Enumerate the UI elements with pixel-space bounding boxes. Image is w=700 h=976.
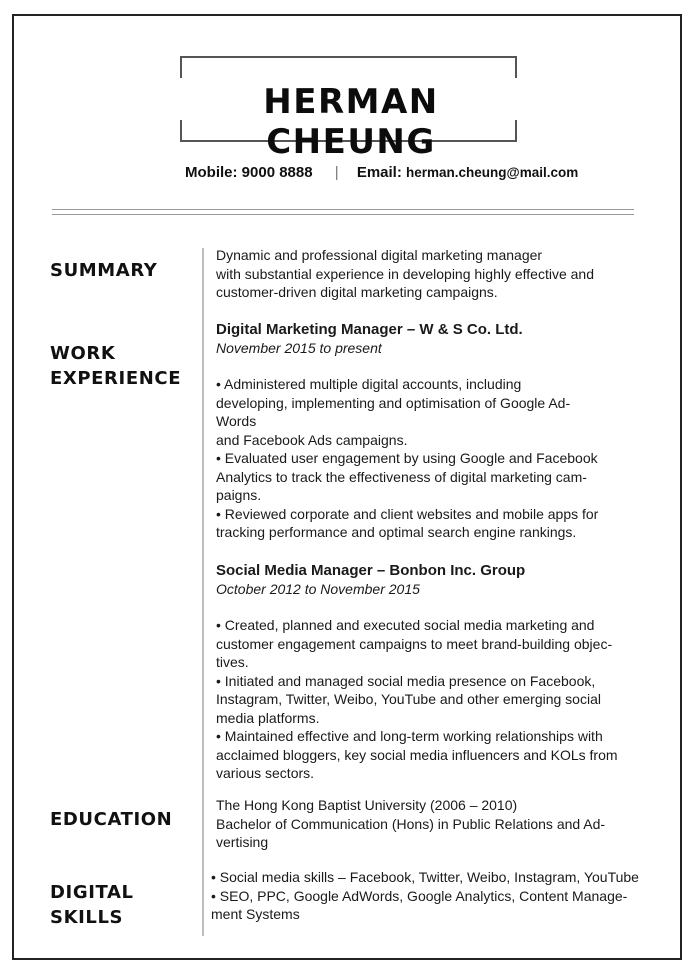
job-dates: October 2012 to November 2015 — [216, 581, 420, 597]
contact-line — [185, 163, 578, 183]
job-detail-line: and Facebook Ads campaigns. — [216, 431, 408, 448]
job-detail-line: acclaimed bloggers, key social media influencers and KOLs from — [216, 746, 618, 763]
summary-text — [216, 246, 656, 302]
skills-line: • Social media skills – Facebook, Twitter, Weibo, Instagram, YouTube — [211, 869, 639, 885]
name-frame-top — [180, 56, 517, 78]
education-heading: EDUCATION — [50, 809, 173, 830]
job-detail-line: • Maintained effective and long-term working relationships with — [216, 728, 603, 744]
job-title: Social Media Manager – Bonbon Inc. Group — [216, 562, 526, 579]
education-line: Bachelor of Communication (Hons) in Public Relations and Ad- — [216, 815, 606, 832]
email-value: herman.cheung@mail.com — [406, 165, 579, 180]
mobile-value: 9000 8888 — [241, 164, 313, 181]
skills-line: ment Systems — [211, 906, 300, 922]
job-detail-line: Words — [216, 413, 257, 429]
education-line: The Hong Kong Baptist University (2006 – 2010) — [216, 797, 518, 813]
job-detail-line: Analytics to track the effectiveness of digital marketing cam- — [216, 468, 587, 485]
education-line: vertising — [216, 834, 269, 850]
job-detail-line: tracking performance and optimal search engine rankings. — [216, 524, 577, 540]
summary-line: Dynamic and professional digital marketing manager — [216, 247, 543, 263]
job-title: Digital Marketing Manager – W & S Co. Ltd. — [216, 321, 523, 338]
email-label: Email: — [356, 164, 402, 181]
job-detail-line: paigns. — [216, 487, 262, 503]
skills-line: • SEO, PPC, Google AdWords, Google Analytics, Content Manage- — [211, 887, 628, 904]
column-divider — [202, 248, 204, 936]
job-detail-line: • Administered multiple digital accounts, including — [216, 376, 522, 392]
job-detail-line: developing, implementing and optimisation of Google Ad- — [216, 394, 571, 411]
job-detail-line: • Reviewed corporate and client websites and mobile apps for — [216, 505, 599, 522]
job-dates: November 2015 to present — [216, 340, 382, 356]
job-detail-line: • Evaluated user engagement by using Google and Facebook — [216, 450, 598, 466]
job-detail-line: • Initiated and managed social media presence on Facebook, — [216, 672, 596, 689]
education-text — [216, 796, 656, 852]
contact-separator: | — [334, 164, 339, 181]
job-detail-line: tives. — [216, 654, 249, 670]
summary-line: customer-driven digital marketing campaigns. — [216, 284, 498, 300]
job-detail-line: various sectors. — [216, 765, 315, 781]
work-experience-heading: WORK EXPERIENCE — [50, 343, 182, 389]
job-detail-line: media platforms. — [216, 709, 320, 726]
job-entry — [216, 320, 656, 542]
mobile-label: Mobile: — [185, 164, 238, 181]
summary-heading: SUMMARY — [50, 260, 158, 281]
skills-text — [211, 868, 651, 924]
header-divider — [52, 209, 634, 210]
digital-skills-heading: DIGITAL SKILLS — [50, 882, 134, 928]
job-detail-line: • Created, planned and executed social media marketing and — [216, 617, 595, 633]
job-detail-line: Instagram, Twitter, Weibo, YouTube and other emerging social — [216, 691, 601, 707]
job-detail-line: customer engagement campaigns to meet brand-building objec- — [216, 635, 613, 652]
summary-line: with substantial experience in developing highly effective and — [216, 265, 594, 282]
job-entry — [216, 561, 656, 783]
candidate-name: HERMAN CHEUNG — [263, 82, 439, 162]
header-divider-secondary — [52, 214, 634, 215]
